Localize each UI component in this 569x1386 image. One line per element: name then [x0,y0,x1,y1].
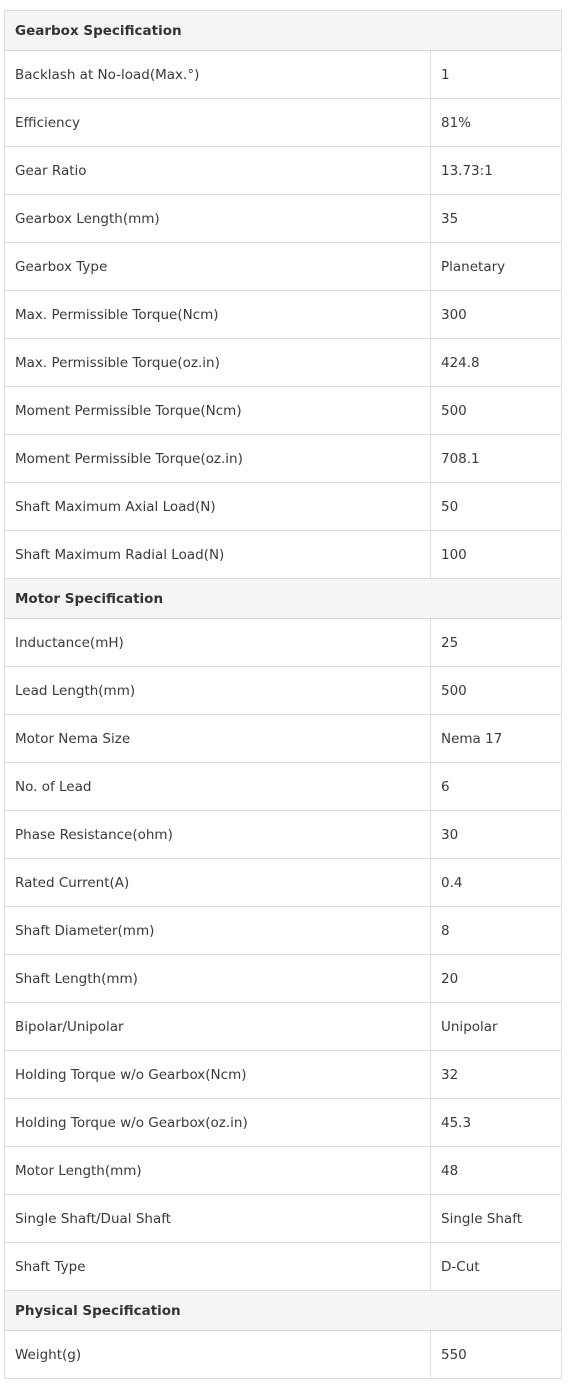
table-row [5,1331,562,1379]
spec-name-cell: Max. Permissible Torque(oz.in) [5,339,431,387]
table-row [5,763,562,811]
spec-value-cell: 1 [431,51,562,99]
table-row [5,387,562,435]
spec-value-cell: 25 [431,619,562,667]
spec-value-cell: Single Shaft [431,1195,562,1243]
spec-name-cell: Gearbox Type [5,243,431,291]
spec-name-cell: Motor Length(mm) [5,1147,431,1195]
table-row [5,715,562,763]
spec-name-cell: Phase Resistance(ohm) [5,811,431,859]
section-header-gearbox-specification [5,11,562,51]
spec-name-cell: Weight(g) [5,1331,431,1379]
spec-name-cell: Max. Permissible Torque(Ncm) [5,291,431,339]
spec-value-cell: 50 [431,483,562,531]
table-row [5,1147,562,1195]
table-row [5,619,562,667]
spec-value-cell: 45.3 [431,1099,562,1147]
spec-value-cell: 0.4 [431,859,562,907]
spec-name-cell: Moment Permissible Torque(oz.in) [5,435,431,483]
spec-name-cell: Shaft Diameter(mm) [5,907,431,955]
spec-value-cell: 35 [431,195,562,243]
spec-value-cell: 30 [431,811,562,859]
spec-value-cell: 424.8 [431,339,562,387]
table-row [5,147,562,195]
spec-name-cell: Bipolar/Unipolar [5,1003,431,1051]
spec-name-cell: Gearbox Length(mm) [5,195,431,243]
table-row [5,291,562,339]
spec-name-cell: Holding Torque w/o Gearbox(oz.in) [5,1099,431,1147]
table-row [5,1195,562,1243]
spec-name-cell: Lead Length(mm) [5,667,431,715]
table-row [5,667,562,715]
table-row [5,51,562,99]
spec-value-cell: 48 [431,1147,562,1195]
spec-value-cell: 8 [431,907,562,955]
table-row [5,531,562,579]
table-row [5,483,562,531]
spec-name-cell: Gear Ratio [5,147,431,195]
specification-table [4,10,562,1379]
table-row [5,955,562,1003]
spec-name-cell: Shaft Length(mm) [5,955,431,1003]
table-row [5,859,562,907]
spec-value-cell: Nema 17 [431,715,562,763]
section-title: Physical Specification [5,1291,562,1331]
table-row [5,195,562,243]
table-row [5,811,562,859]
table-row [5,99,562,147]
spec-value-cell: 708.1 [431,435,562,483]
spec-value-cell: D-Cut [431,1243,562,1291]
spec-value-cell: 100 [431,531,562,579]
spec-value-cell: 81% [431,99,562,147]
spec-name-cell: Moment Permissible Torque(Ncm) [5,387,431,435]
table-row [5,435,562,483]
spec-value-cell: 500 [431,387,562,435]
spec-value-cell: 300 [431,291,562,339]
table-row [5,907,562,955]
spec-value-cell: 500 [431,667,562,715]
table-row [5,243,562,291]
table-row [5,339,562,387]
spec-name-cell: Motor Nema Size [5,715,431,763]
spec-name-cell: Holding Torque w/o Gearbox(Ncm) [5,1051,431,1099]
spec-value-cell: Unipolar [431,1003,562,1051]
section-header-physical-specification [5,1291,562,1331]
section-header-motor-specification [5,579,562,619]
spec-value-cell: 13.73:1 [431,147,562,195]
spec-value-cell: 20 [431,955,562,1003]
spec-name-cell: Shaft Maximum Radial Load(N) [5,531,431,579]
table-row [5,1051,562,1099]
spec-name-cell: Shaft Maximum Axial Load(N) [5,483,431,531]
spec-value-cell: 550 [431,1331,562,1379]
spec-name-cell: Single Shaft/Dual Shaft [5,1195,431,1243]
section-title: Gearbox Specification [5,11,562,51]
spec-name-cell: Efficiency [5,99,431,147]
spec-name-cell: Backlash at No-load(Max.°) [5,51,431,99]
spec-name-cell: Inductance(mH) [5,619,431,667]
spec-name-cell: Rated Current(A) [5,859,431,907]
table-row [5,1099,562,1147]
spec-value-cell: 6 [431,763,562,811]
spec-name-cell: No. of Lead [5,763,431,811]
table-row [5,1003,562,1051]
spec-name-cell: Shaft Type [5,1243,431,1291]
spec-value-cell: Planetary [431,243,562,291]
section-title: Motor Specification [5,579,562,619]
spec-value-cell: 32 [431,1051,562,1099]
table-row [5,1243,562,1291]
specification-table-body [5,11,562,1379]
